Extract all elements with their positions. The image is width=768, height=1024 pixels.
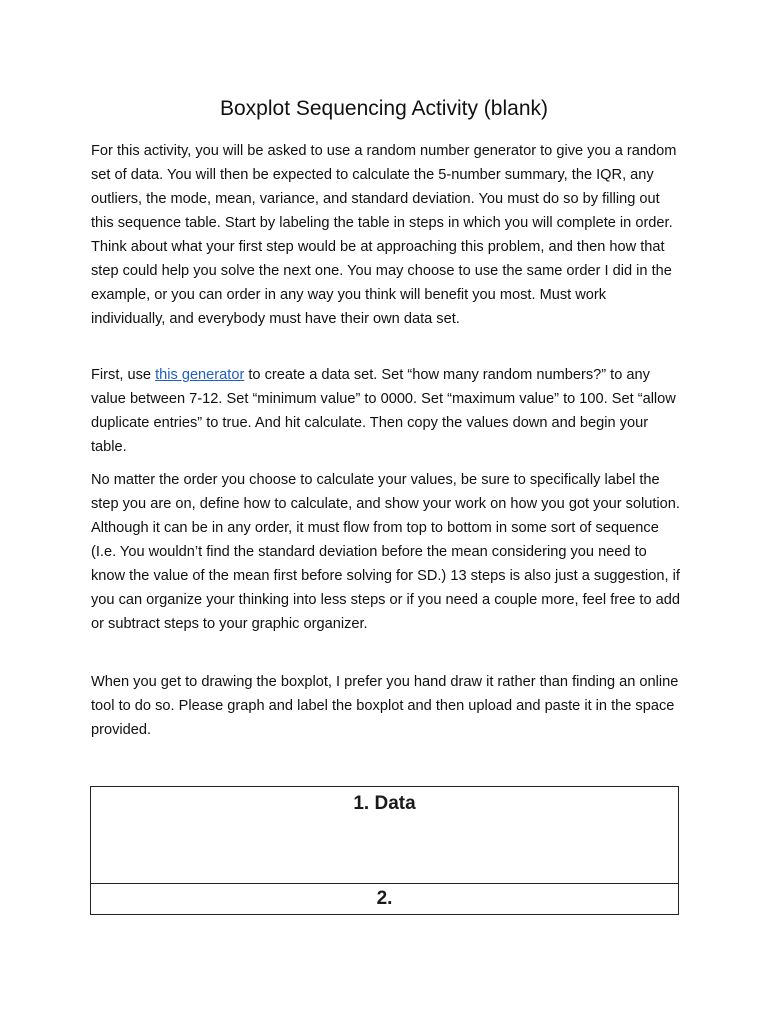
page-title: Boxplot Sequencing Activity (blank) <box>219 97 548 120</box>
instructions-paragraph <box>91 139 681 331</box>
paragraph-text: For this activity, you will be asked to use a random number generator to give you a random set of data. You will then be expected to calculate the 5-number summary, the IQR, any outliers, the mode, mean, variance, and standard deviation. You must do so by filling out this sequence table. Start by labeling the table in steps in which you will complete in order. Think about what your first step would be at approaching this problem, and then how that step could help you solve the next one. You may choose to use the same order I did in the example, or you can order in any way you think will benefit you most. Must work individually, and everybody must have their own data set. <box>91 143 677 327</box>
paragraph-prefix: First, use <box>91 367 156 383</box>
step-label: 2. <box>376 888 393 909</box>
table-row <box>91 884 679 915</box>
step-label: 1. Data <box>353 793 416 814</box>
ordering-paragraph <box>91 468 681 636</box>
generator-link[interactable]: this generator <box>155 367 245 383</box>
paragraph-suffix: to create a data set. Set “how many random numbers?” to any value between 7-12. Set “minimum value” to 0000. Set “maximum value” to 100. Set “allow duplicate entries” to true. And hit calculate. Then copy the values down and begin your table. <box>91 367 676 455</box>
boxplot-paragraph <box>91 670 681 742</box>
generator-paragraph <box>91 363 681 459</box>
sequence-table <box>90 786 679 915</box>
paragraph-text: No matter the order you choose to calculate your values, be sure to specifically label the step you are on, define how to calculate, and show your work on how you got your solution. Although it can be in any order, it must flow from top to bottom in some sort of sequence (I.e. You wouldn’t find the standard deviation before the mean considering you need to know the value of the mean first before solving for SD.) 13 steps is also just a suggestion, if you can organize your thinking into less steps or if you need a couple more, feel free to add or subtract steps to your graphic organizer. <box>91 472 680 632</box>
table-cell-step-1[interactable] <box>91 787 679 884</box>
table-row <box>91 787 679 884</box>
table-cell-step-2[interactable] <box>91 884 679 915</box>
paragraph-text: When you get to drawing the boxplot, I prefer you hand draw it rather than finding an online tool to do so. Please graph and label the boxplot and then upload and paste it in the space provided. <box>91 674 679 738</box>
